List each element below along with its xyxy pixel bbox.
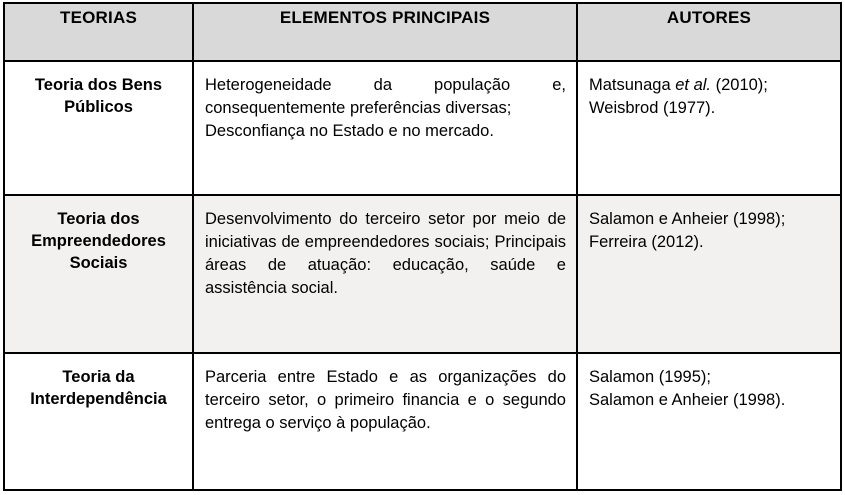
author-year-suffix: (2010); xyxy=(711,76,768,94)
table-container xyxy=(3,2,840,491)
author-entry: Salamon (1995); xyxy=(589,368,711,386)
author-entry xyxy=(589,74,830,97)
table-row xyxy=(4,195,841,353)
column-header-elements: ELEMENTOS PRINCIPAIS xyxy=(193,3,577,61)
elements-paragraph: Parceria entre Estado e as organizações do terceiro setor, o primeiro financia e o segundo entrega o serviço à população. xyxy=(205,368,566,433)
cell-elements xyxy=(193,353,577,490)
table-body xyxy=(4,61,841,490)
cell-elements xyxy=(193,195,577,353)
table-row xyxy=(4,61,841,195)
elements-paragraph: Desconfiança no Estado e no mercado. xyxy=(205,122,494,141)
table-header xyxy=(4,3,841,61)
elements-paragraph: Heterogeneidade da população e, consequentemente preferências diversas; xyxy=(205,76,566,118)
author-et-al: et al. xyxy=(675,76,712,94)
table-row xyxy=(4,353,841,490)
cell-authors xyxy=(577,353,841,490)
elements-paragraph: Desenvolvimento do terceiro setor por meio de iniciativas de empreendedores sociais; Principais áreas de atuação: educação, saúde e assistência social. xyxy=(205,210,566,298)
cell-theory-name: Teoria da Interdependência xyxy=(4,353,193,490)
author-name-prefix: Matsunaga xyxy=(589,76,676,94)
theories-table xyxy=(3,2,842,491)
author-entry: Weisbrod (1977). xyxy=(589,99,716,118)
table-header-row xyxy=(4,3,841,61)
cell-theory-name: Teoria dos Empreendedores Sociais xyxy=(4,195,193,353)
column-header-theories: TEORIAS xyxy=(4,3,193,61)
cell-elements xyxy=(193,61,577,195)
author-entry: Salamon e Anheier (1998); xyxy=(589,210,786,228)
author-entry: Salamon e Anheier (1998). xyxy=(589,391,786,410)
author-entry: Ferreira (2012). xyxy=(589,233,704,252)
column-header-authors: AUTORES xyxy=(577,3,841,61)
cell-authors xyxy=(577,195,841,353)
cell-authors xyxy=(577,61,841,195)
cell-theory-name: Teoria dos Bens Públicos xyxy=(4,61,193,195)
